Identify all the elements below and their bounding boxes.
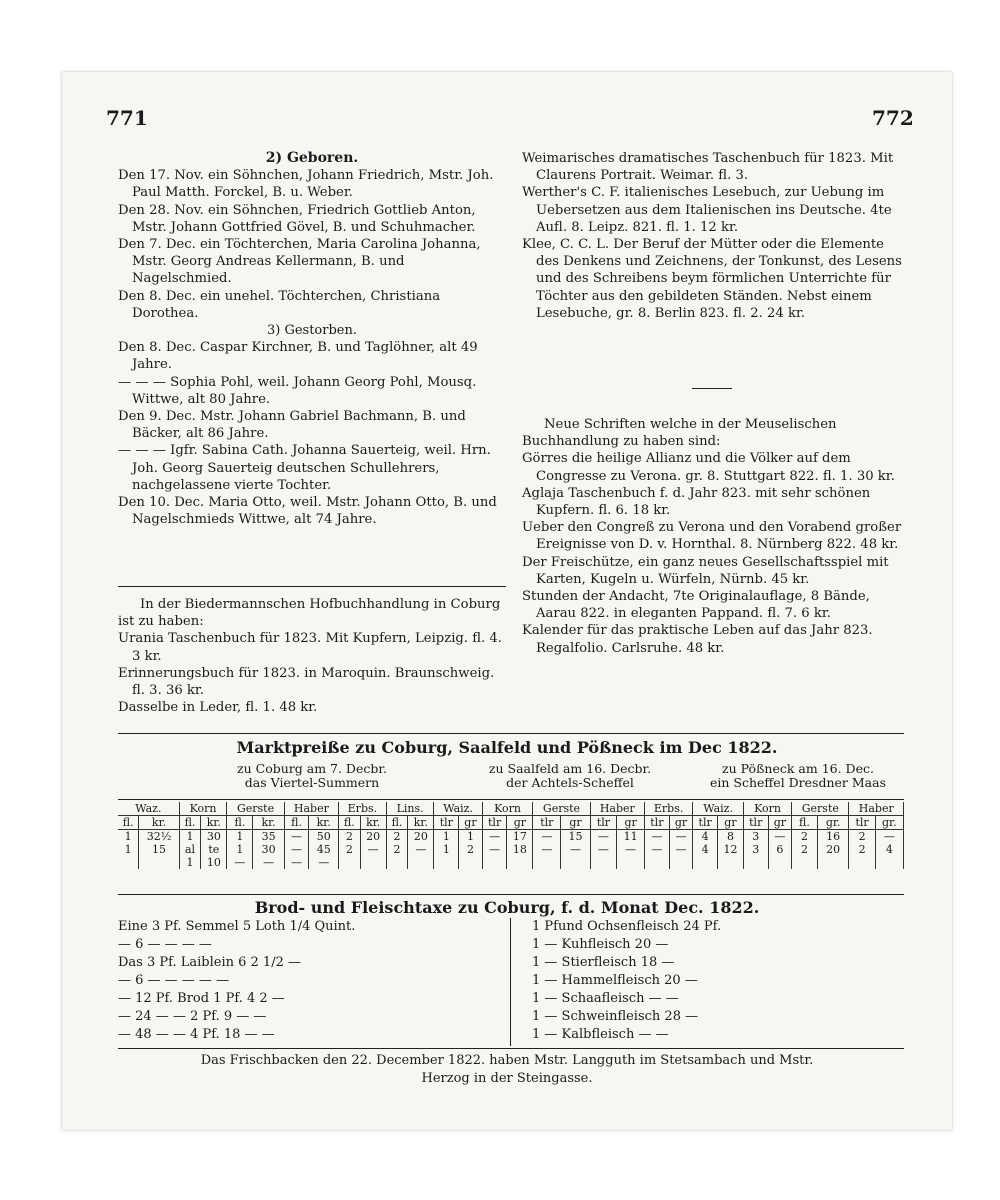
price-cell: 1 (227, 830, 253, 844)
grain-header: Erbs. (644, 802, 692, 816)
unit-header: gr. (875, 816, 903, 830)
unit-header: tlr (482, 816, 507, 830)
price-cell: 4 (693, 843, 718, 856)
birth-entry: Den 28. Nov. ein Söhnchen, Friedrich Gottlieb Anton, Mstr. Johann Gottfried Gövel, B. und Schuhmacher. (118, 202, 476, 235)
right-short-divider (692, 388, 732, 389)
price-cell: 4 (693, 830, 718, 844)
market-bottom-rule (118, 894, 904, 895)
price-cell: — (644, 843, 669, 856)
book-entry: Klee, C. C. L. Der Beruf der Mütter oder die Elemente des Denkens und Zeichnens, der Tonkunst, des Lesens und des Schreibens beym förmlichen Unterrichte für Töchter aus den gebildeten Ständen. Nebst einem Lesebuche, gr. 8. Berlin 823. fl. 2. 24 kr. (522, 237, 902, 321)
price-cell: — (561, 843, 590, 856)
price-cell: 12 (718, 843, 744, 856)
death-entry: — — — Sophia Pohl, weil. Johann Georg Pohl, Mousq. Wittwe, alt 80 Jahre. (118, 374, 477, 407)
market-title: Marktpreiße zu Coburg, Saalfeld und Pößneck im Dec 1822. (236, 738, 778, 757)
unit-header: tlr (434, 816, 459, 830)
unit-header: tlr (849, 816, 875, 830)
grain-header: Gerste (227, 802, 284, 816)
price-cell: — (408, 843, 434, 856)
price-cell: 45 (309, 843, 339, 856)
fleisch-list (532, 918, 902, 1044)
price-cell: 2 (849, 843, 875, 856)
grain-header: Gerste (792, 802, 849, 816)
unit-header: fl. (284, 816, 309, 830)
grain-header: Haber (284, 802, 338, 816)
unit-header: kr. (201, 816, 227, 830)
book-entry: Weimarisches dramatisches Taschenbuch für 1823. Mit Claurens Portrait. Weimar. fl. 3. (522, 151, 894, 184)
unit-header: fl. (227, 816, 253, 830)
price-cell (408, 856, 434, 869)
price-cell: 30 (253, 843, 284, 856)
price-row (118, 830, 904, 844)
grain-header: Haber (590, 802, 644, 816)
price-row (118, 843, 904, 856)
death-entry: Den 10. Dec. Maria Otto, weil. Mstr. Johann Otto, B. und Nagelschmieds Wittwe, alt 74 Jahre. (118, 495, 497, 528)
unit-header: fl. (118, 816, 139, 830)
advert-item: Urania Taschenbuch für 1823. Mit Kupfern, Leipzig. fl. 4. 3 kr. (118, 631, 502, 664)
birth-entry: Den 7. Dec. ein Töchterchen, Maria Carolina Johanna, Mstr. Georg Andreas Kellermann, B. und Nagelschmied. (118, 237, 481, 287)
deaths-title: 3) Gestorben. (266, 323, 357, 339)
price-cell: — (617, 843, 645, 856)
price-cell: — (482, 843, 507, 856)
price-cell: 3 (743, 843, 768, 856)
fleisch-line: 1 Pfund Ochsenfleisch 24 Pf. (532, 919, 722, 934)
price-cell: — (309, 856, 339, 869)
price-cell: 1 (118, 843, 139, 856)
birth-entry: Den 17. Nov. ein Söhnchen, Johann Friedrich, Mstr. Joh. Paul Matth. Forckel, B. u. Weber. (118, 168, 494, 201)
price-cell: 30 (201, 830, 227, 844)
price-cell: 10 (201, 856, 227, 869)
price-cell: — (875, 830, 903, 844)
price-cell: — (533, 830, 561, 844)
price-cell: 1 (118, 830, 139, 844)
price-cell (339, 856, 361, 869)
price-cell: — (590, 830, 617, 844)
price-cell: — (360, 843, 386, 856)
unit-header: gr (617, 816, 645, 830)
grain-header: Waz. (118, 802, 179, 816)
births-title: 2) Geboren. (265, 150, 359, 166)
market-header-rule (118, 799, 904, 800)
price-cell: 2 (792, 843, 818, 856)
price-cell: 35 (253, 830, 284, 844)
price-cell: — (768, 830, 792, 844)
page-number-left: 771 (106, 106, 148, 130)
birth-entry: Den 8. Dec. ein unehel. Töchterchen, Christiana Dorothea. (118, 288, 441, 321)
price-cell: 1 (227, 843, 253, 856)
price-rows (118, 830, 904, 870)
unit-header: tlr (743, 816, 768, 830)
neue-schriften (522, 416, 904, 657)
price-cell: 1 (459, 830, 483, 844)
price-cell (617, 856, 645, 869)
book-entry: Werther's C. F. italienisches Lesebuch, zur Uebung im Uebersetzen aus dem Italienischen ins Deutsche. 4te Aufl. 8. Leipz. 821. fl. 1. 12 kr. (522, 185, 892, 235)
brod-line: — 6 — — — — — (118, 973, 230, 988)
price-cell: 50 (309, 830, 339, 844)
unit-header: gr (768, 816, 792, 830)
book-entry: Aglaja Taschenbuch f. d. Jahr 823. mit sehr schönen Kupfern. fl. 6. 18 kr. (522, 485, 871, 519)
left-divider (118, 586, 506, 587)
price-cell: 2 (792, 830, 818, 844)
unit-header: gr (718, 816, 744, 830)
price-cell: 1 (179, 856, 201, 869)
unit-header-row (118, 816, 904, 830)
price-cell: 11 (617, 830, 645, 844)
price-row (118, 856, 904, 869)
coburg-heading: zu Coburg am 7. Decbr. das Viertel-Summern (237, 761, 387, 790)
price-cell (360, 856, 386, 869)
brod-line: Eine 3 Pf. Semmel 5 Loth 1/4 Quint. (118, 919, 356, 934)
price-cell: al (179, 843, 201, 856)
right-column (522, 150, 904, 322)
unit-header: gr (669, 816, 693, 830)
brod-divider (510, 918, 511, 1046)
newspaper-page (62, 72, 952, 1130)
grain-header: Korn (482, 802, 533, 816)
price-cell: — (590, 843, 617, 856)
fleisch-line: 1 — Kalbfleisch — — (532, 1027, 669, 1042)
unit-header: fl. (386, 816, 408, 830)
brod-line: Das 3 Pf. Laiblein 6 2 1/2 — (118, 955, 301, 970)
footer-rule (118, 1048, 904, 1049)
book-entry: Ueber den Congreß zu Verona und den Vorabend großer Ereignisse von D. v. Hornthal. 8. Nürnberg 822. 48 kr. (522, 520, 902, 553)
price-cell: — (669, 843, 693, 856)
price-cell (768, 856, 792, 869)
brod-line: — 12 Pf. Brod 1 Pf. 4 2 — (118, 991, 285, 1006)
unit-header: gr (459, 816, 483, 830)
market-top-rule (118, 733, 904, 734)
grain-header: Waiz. (693, 802, 744, 816)
price-cell (849, 856, 875, 869)
price-cell: 15 (139, 843, 179, 856)
price-cell (118, 856, 139, 869)
price-cell (817, 856, 849, 869)
price-cell (669, 856, 693, 869)
death-entry: Den 9. Dec. Mstr. Johann Gabriel Bachmann, B. und Bäcker, alt 86 Jahre. (118, 409, 466, 442)
price-cell: — (644, 830, 669, 844)
grain-header: Korn (743, 802, 791, 816)
fleisch-line: 1 — Schweinfleisch 28 — (532, 1009, 699, 1024)
price-cell: 20 (408, 830, 434, 844)
brod-title: Brod- und Fleischtaxe zu Coburg, f. d. Monat Dec. 1822. (254, 898, 760, 917)
price-cell: 17 (507, 830, 533, 844)
unit-header: kr. (309, 816, 339, 830)
price-cell (644, 856, 669, 869)
fleisch-line: 1 — Schaafleisch — — (532, 991, 679, 1006)
left-advert (118, 596, 506, 716)
price-cell: 1 (434, 830, 459, 844)
grain-header: Waiz. (434, 802, 482, 816)
price-cell (718, 856, 744, 869)
price-cell (693, 856, 718, 869)
price-cell: 2 (339, 843, 361, 856)
advert-item: Erinnerungsbuch für 1823. in Maroquin. Braunschweig. fl. 3. 36 kr. (118, 665, 495, 699)
price-cell: 15 (561, 830, 590, 844)
unit-header: tlr (644, 816, 669, 830)
price-cell: 3 (743, 830, 768, 844)
unit-header: gr (561, 816, 590, 830)
unit-header: kr. (408, 816, 434, 830)
price-cell (482, 856, 507, 869)
price-cell: 2 (386, 843, 408, 856)
price-cell: 1 (434, 843, 459, 856)
price-cell: 2 (849, 830, 875, 844)
price-cell: — (533, 843, 561, 856)
price-cell: — (227, 856, 253, 869)
grain-header: Gerste (533, 802, 590, 816)
price-cell (590, 856, 617, 869)
price-cell: 1 (179, 830, 201, 844)
unit-header: tlr (693, 816, 718, 830)
advert-item: Dasselbe in Leder, fl. 1. 48 kr. (118, 700, 318, 716)
fleisch-line: 1 — Hammelfleisch 20 — (532, 973, 698, 988)
unit-header: gr (507, 816, 533, 830)
price-cell: 2 (459, 843, 483, 856)
price-cell: — (669, 830, 693, 844)
death-entry: Den 8. Dec. Caspar Kirchner, B. und Taglöhner, alt 49 Jahre. (118, 340, 478, 373)
price-cell (743, 856, 768, 869)
price-cell: — (482, 830, 507, 844)
page-number-right: 772 (872, 106, 914, 130)
book-entry: Kalender für das praktische Leben auf das Jahr 823. Regalfolio. Carlsruhe. 48 kr. (522, 623, 873, 656)
price-cell: — (253, 856, 284, 869)
poessneck-heading: zu Pößneck am 16. Dec. ein Scheffel Dresdner Maas (709, 761, 886, 790)
price-cell: 2 (339, 830, 361, 844)
price-cell: 4 (875, 843, 903, 856)
price-cell (533, 856, 561, 869)
price-cell: 20 (360, 830, 386, 844)
price-cell: 8 (718, 830, 744, 844)
grain-header: Lins. (386, 802, 434, 816)
unit-header: tlr (533, 816, 561, 830)
price-cell: 20 (817, 843, 849, 856)
unit-header: fl. (179, 816, 201, 830)
price-cell: — (284, 830, 309, 844)
left-column (118, 150, 506, 528)
price-cell (139, 856, 179, 869)
grain-header: Haber (849, 802, 904, 816)
price-cell: — (284, 843, 309, 856)
fleisch-line: 1 — Kuhfleisch 20 — (532, 937, 669, 952)
price-cell: — (284, 856, 309, 869)
unit-header: fl. (339, 816, 361, 830)
brod-line: — 24 — — 2 Pf. 9 — — (118, 1009, 267, 1024)
fleisch-line: 1 — Stierfleisch 18 — (532, 955, 675, 970)
price-cell (459, 856, 483, 869)
grain-header: Korn (179, 802, 227, 816)
grain-header-row (118, 802, 904, 816)
brod-line: — 6 — — — — (118, 937, 212, 952)
unit-header: kr. (139, 816, 179, 830)
price-cell: 18 (507, 843, 533, 856)
neue-intro: Neue Schriften welche in der Meuselischen Buchhandlung zu haben sind: (522, 417, 837, 450)
grain-header: Erbs. (339, 802, 387, 816)
death-entry: — — — Igfr. Sabina Cath. Johanna Sauerteig, weil. Hrn. Joh. Georg Sauerteig deutschen Schullehrers, nachgelassene vierte Tochter. (118, 443, 491, 493)
unit-header: gr. (817, 816, 849, 830)
price-cell (386, 856, 408, 869)
advert-intro: In der Biedermannschen Hofbuchhandlung in Coburg ist zu haben: (118, 597, 501, 630)
unit-header: kr. (253, 816, 284, 830)
price-cell (434, 856, 459, 869)
price-cell (875, 856, 903, 869)
unit-header: kr. (360, 816, 386, 830)
book-entry: Stunden der Andacht, 7te Originalauflage, 8 Bände, Aarau 822. in eleganten Pappand. fl. 7. 6 kr. (522, 589, 870, 622)
unit-header: tlr (590, 816, 617, 830)
price-cell: 32½ (139, 830, 179, 844)
book-entry: Der Freischütze, ein ganz neues Gesellschaftsspiel mit Karten, Kugeln u. Würfeln, Nürnb. 45 kr. (522, 554, 889, 587)
price-cell (792, 856, 818, 869)
price-cell: 2 (386, 830, 408, 844)
price-cell (507, 856, 533, 869)
price-cell (561, 856, 590, 869)
price-cell: 6 (768, 843, 792, 856)
footer-note: Das Frischbacken den 22. December 1822. haben Mstr. Langguth im Stetsambach und Mstr. Herzog in der Steingasse. (200, 1053, 814, 1086)
brod-list (118, 918, 498, 1044)
price-cell: te (201, 843, 227, 856)
unit-header: fl. (792, 816, 818, 830)
book-entry: Görres die heilige Allianz und die Völker auf dem Congresse zu Verona. gr. 8. Stuttgart 822. fl. 1. 30 kr. (522, 451, 895, 484)
brod-line: — 48 — — 4 Pf. 18 — — (118, 1027, 275, 1042)
saalfeld-heading: zu Saalfeld am 16. Decbr. der Achtels-Scheffel (488, 761, 652, 790)
market-table (118, 802, 904, 869)
price-cell: 16 (817, 830, 849, 844)
